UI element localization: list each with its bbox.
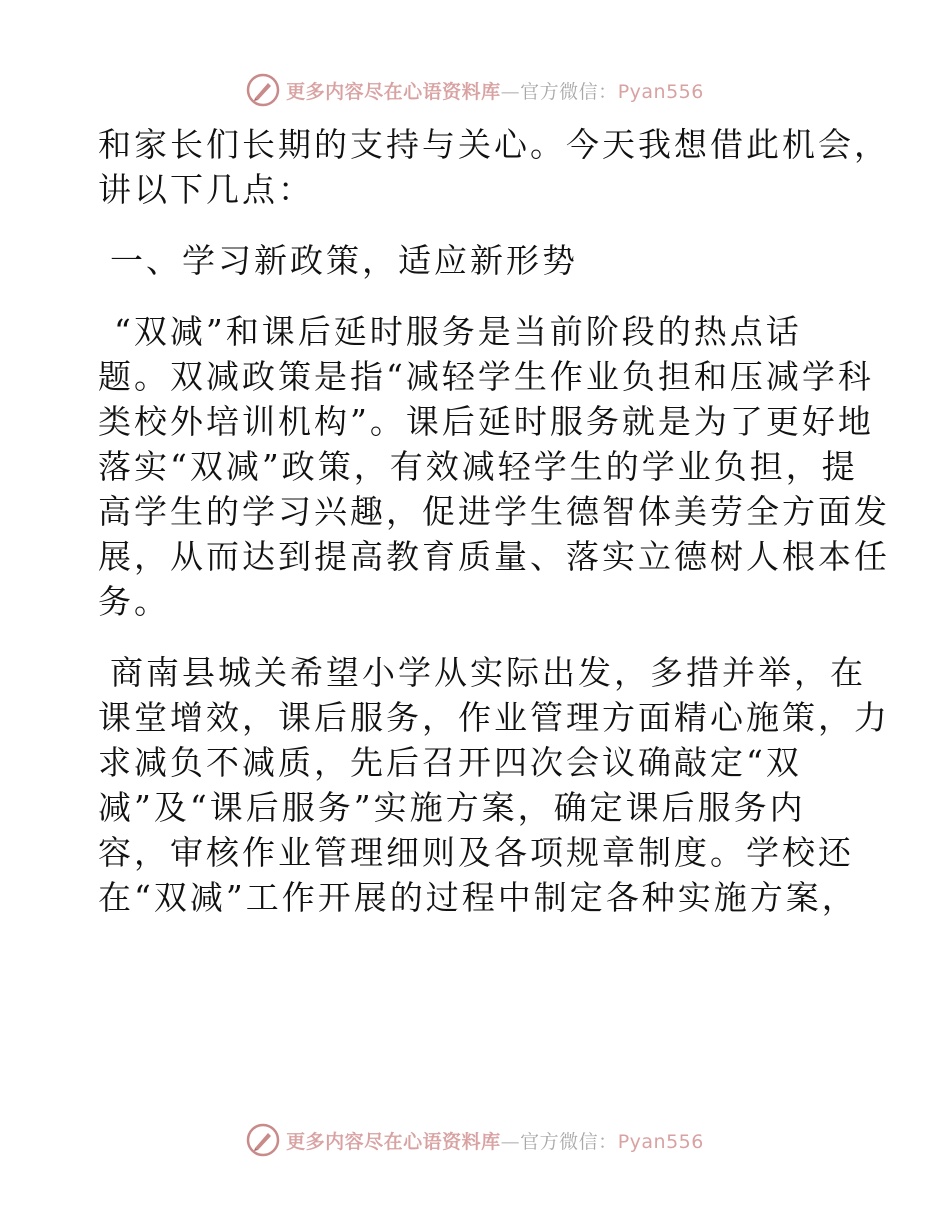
document-body xyxy=(98,122,890,920)
text-line: 务。 xyxy=(98,582,170,621)
section-heading xyxy=(98,238,858,283)
text-line: 在“双减”工作开展的过程中制定各种实施方案， xyxy=(98,878,858,917)
text-line: 落实“双减”政策，有效减轻学生的学业负担，提 xyxy=(98,447,858,486)
watermark-account: Pyan556 xyxy=(617,1130,704,1153)
text-line: 商南县城关希望小学从实际出发，多措并举，在 xyxy=(110,653,866,692)
paragraph xyxy=(98,122,890,212)
watermark-site: 更多内容尽在心语资料库 xyxy=(286,80,501,103)
pen-logo-icon xyxy=(246,1123,280,1157)
text-line: 题。双减政策是指“减轻学生作业负担和压减学科 xyxy=(98,357,874,396)
text-line: “双减”和课后延时服务是当前阶段的热点话 xyxy=(114,312,802,351)
watermark-dash: — xyxy=(500,1130,521,1153)
pen-logo-icon xyxy=(246,73,280,107)
text-line: 高学生的学习兴趣，促进学生德智体美劳全方面发 xyxy=(98,492,890,531)
paragraph xyxy=(98,309,890,624)
watermark-site: 更多内容尽在心语资料库 xyxy=(286,1130,501,1153)
watermark-header xyxy=(0,70,950,110)
watermark-account: Pyan556 xyxy=(617,80,704,103)
watermark-text xyxy=(286,77,704,104)
watermark-text xyxy=(286,1127,704,1154)
text-line: 和家长们长期的支持与关心。今天我想借此机会， xyxy=(98,125,890,164)
watermark-label: 官方微信： xyxy=(520,1130,618,1153)
paragraph xyxy=(98,650,890,920)
text-line: 类校外培训机构”。课后延时服务就是为了更好地 xyxy=(98,402,874,441)
text-line: 减”及“课后服务”实施方案，确定课后服务内 xyxy=(98,788,806,827)
watermark-dash: — xyxy=(500,80,521,103)
heading-line: 一、学习新政策，适应新形势 xyxy=(110,241,578,280)
text-line: 讲以下几点： xyxy=(98,170,314,209)
watermark-footer xyxy=(0,1120,950,1160)
text-line: 求减负不减质，先后召开四次会议确敲定“双 xyxy=(98,743,802,782)
text-line: 展，从而达到提高教育质量、落实立德树人根本任 xyxy=(98,537,890,576)
text-line: 课堂增效，课后服务，作业管理方面精心施策，力 xyxy=(98,698,890,737)
watermark-label: 官方微信： xyxy=(520,80,618,103)
text-line: 容，审核作业管理细则及各项规章制度。学校还 xyxy=(98,833,854,872)
